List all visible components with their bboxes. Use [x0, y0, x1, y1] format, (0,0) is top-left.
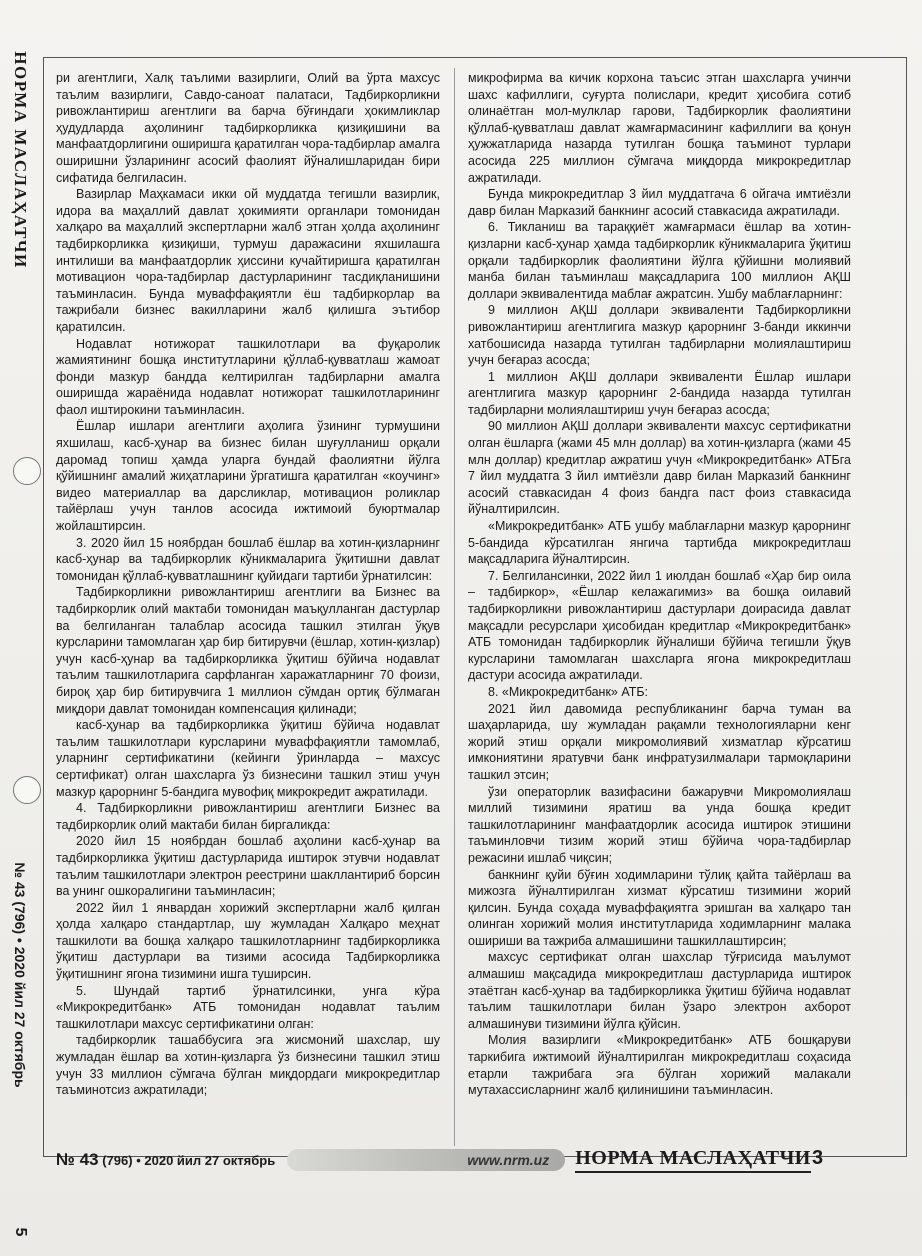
paragraph: 90 миллион АҚШ доллари эквиваленти махсус сертификатни олган ёшларга (жами 45 млн доллар) ва хотин-қизларга (жами 45 млн доллар) кредитлар ажратиш учун «Микрокредитбанк» АТБга 7 йил муддатга 3 йил имтиёзли давр билан Марказий банкнинг асосий ставкасидан 4 фоиз бандга паст фоиз ставкасида йўналтирилсин.	[468, 419, 851, 517]
paragraph: Нодавлат нотижорат ташкилотлари ва фуқаролик жамиятининг бошқа институтларини қўллаб-қувватлаш жамоат фонди мазкур бандда келтирилган тадбирларни амалга оширишда жараёнида нодавлат нотижорат ташкилотларининг фаол иштирокини таъминласин.	[56, 336, 440, 417]
paragraph: 3. 2020 йил 15 ноябрдан бошлаб ёшлар ва хотин-қизларнинг касб-ҳунар ва тадбиркорлик кўникмаларига ўқитишни давлат томонидан қўллаб-қувватлашнинг қуйидаги тартиби ўрнатилсин:	[56, 535, 440, 583]
footer-url-link[interactable]: www.nrm.uz	[467, 1152, 550, 1168]
paragraph: 9 миллион АҚШ доллари эквиваленти Тадбиркорликни ривожлантириш агентлигига мазкур қарорнинг 3-банди иккинчи хатбошисида назарда тутилган тадбирларни молиялаштириш учун беғараз асосда;	[468, 303, 851, 368]
footer-url-bar	[287, 1149, 565, 1171]
paragraph: ри агентлиги, Халқ таълими вазирлиги, Олий ва ўрта махсус таълим вазирлиги, Савдо-саноат палатаси, Тадбиркорликни ривожлантириш агентлиги ва барча бўғиндаги ҳокимликлар ҳудудларда аҳолининг тадбиркорликка қизиқишини ва манфаатдорлигини оширишга қаратилган чора-тадбирлар амалга оширишни ўзларининг асосий фаолият йўналишларидан бири сифатида белгиласин.	[56, 71, 440, 185]
paragraph: 2021 йил давомида республиканинг барча туман ва шаҳарларида, шу жумладан рақамли технологияларни кенг жорий этиш орқали микромолиявий хизматлар кўрсатиш имкониятини яратувчи банк инфратузилмалари тармоқларини ташкил этсин;	[468, 701, 851, 782]
paragraph: 7. Белгилансинки, 2022 йил 1 июлдан бошлаб «Ҳар бир оила – тадбиркор», «Ёшлар келажагимиз» ва бошқа оилавий тадбиркорликни ривожлантириш дастурлари доирасида давлат мақсадли ресурслари ҳисобидан кредитлар «Микрокредитбанк» АТБ томонидан тадбиркорлик йўналиши бўйича тегишли ўқув курсларини тамомлаган шахсларга ягона микрокредитлаш дастури асосида ажратилади.	[468, 568, 851, 683]
paragraph: 5. Шундай тартиб ўрнатилсинки, унга кўра «Микрокредитбанк» АТБ томонидан нодавлат таълим ташкилотлари махсус сертификатини олган:	[56, 983, 440, 1031]
side-margin	[0, 0, 40, 1256]
page-footer	[56, 1146, 836, 1174]
paragraph: махсус сертификат олган шахслар тўғрисида маълумот алмашиш мақсадида микрокредитлаш дастурларида иштирок этаётган касб-ҳунар ва тадбиркорликка ўқитиш бўйича нодавлат таълим ташкилотлари билан ўзаро электрон ахборот алмашинуви тизимини йўлга қўйсин.	[468, 950, 851, 1031]
left-column	[56, 70, 440, 1099]
footer-separator: •	[136, 1153, 141, 1168]
footer-date: 2020 йил 27 октябрь	[144, 1153, 276, 1168]
column-divider	[454, 68, 455, 1146]
footer-issue	[56, 1150, 275, 1170]
footer-brand: НОРМА МАСЛАҲАТЧИ	[575, 1147, 811, 1173]
paragraph: «Микрокредитбанк» АТБ ушбу маблағларни мазкур қарорнинг 5-бандида кўрсатилган янгича тартибда микрокредитлаш мақсадларига йўналтирсин.	[468, 519, 851, 567]
paragraph: Молия вазирлиги «Микрокредитбанк» АТБ бошқаруви таркибига ижтимоий йўналтирилган микрокредитлаш соҳасида етарли тажрибага эга бўлган хорижий малакали мутахассисларнинг жалб қилинишини таъминласин.	[468, 1033, 851, 1098]
paragraph: Тадбиркорликни ривожлантириш агентлиги ва Бизнес ва тадбиркорлик олий мактаби томонидан маъқулланган дастурлар ва белгиланган талаблар асосида ташкил этилган ўқув курсларини тамомлаган ҳар бир битирувчи (ёшлар, хотин-қизлар) учун касб-ҳунар ва тадбиркорликка ўқитиш бўйича нодавлат таълим ташкилотларига сарфланган харажатларнинг 70 фоизи, бироқ ҳар бир битирувчига 1 миллион сўмдан ортиқ бўлмаган миқдори давлат томонидан компенсация қилинади;	[56, 585, 440, 716]
punch-hole	[13, 776, 41, 804]
paragraph: Вазирлар Маҳкамаси икки ой муддатда тегишли вазирлик, идора ва маҳаллий давлат ҳокимияти органлари томонидан халқаро ва маҳаллий экспертларни жалб этган ҳолда аҳолининг тадбиркорликка қизиқиши, турмуш даражасини яхшилашга интилиши ва манфаатдорлик ҳиссини кучайтиришга қаратилган мотивацион чора-тадбирлар дастурларининг тасдиқланишини таъминласин. Бунда муваффақиятли ёш тадбиркорлар ва тажрибали бизнес вакилларини жалб қилишга эътибор қаратилсин.	[56, 187, 440, 334]
paragraph: касб-ҳунар ва тадбиркорликка ўқитиш бўйича нодавлат таълим ташкилотлари курсларини муваффақиятли тамомлаб, уларнинг сертификатини (кейинги ўринларда – махсус сертификат) олган шахсларга ўз бизнесини ташкил этиш учун мазкур қарорнинг 5-бандига мувофиқ микрокредит ажратилади.	[56, 718, 440, 799]
paragraph: 2022 йил 1 январдан хорижий экспертларни жалб қилган ҳолда халқаро стандартлар, шу жумладан Халқаро меҳнат ташкилоти ва бошқа халқаро ташкилотларнинг тадбиркорликка ўқитиш дастурлари ва тизими асосида Тадбиркорликка ўқитишнинг ягона тизимини ишга туширсин.	[56, 900, 440, 982]
side-issue-date: № 43 (796) • 2020 йил 27 октябрь	[12, 862, 28, 1088]
paragraph: Бунда микрокредитлар 3 йил муддатгача 6 ойгача имтиёзли давр билан Марказий банкнинг асосий ставкасида ажратилади.	[468, 187, 851, 218]
paragraph: 6. Тикланиш ва тараққиёт жамғармаси ёшлар ва хотин-қизларни касб-ҳунар ҳамда тадбиркорлик кўникмаларига ўқитиш орқали тадбиркорлик фаолиятини йўлга қўйишни молиявий манба билан таъминлаш мақсадларига 100 миллион АҚШ доллари эквивалентида маблағ ажратсин. Ушбу маблағларнинг:	[468, 220, 851, 301]
paragraph: 2020 йил 15 ноябрдан бошлаб аҳолини касб-ҳунар ва тадбиркорликка ўқитиш дастурларида иштирок этувчи нодавлат таълим ташкилотлари электрон реестрини шакллантириб борсин ва унинг ошкоралигини таъминласин;	[56, 834, 440, 899]
side-brand: НОРМА МАСЛАҲАТЧИ	[11, 51, 30, 269]
footer-page-number: 3	[812, 1147, 824, 1169]
footer-issue-number: № 43	[56, 1150, 99, 1169]
side-page-number: 5	[12, 1227, 29, 1237]
paragraph: тадбиркорлик ташаббусига эга жисмоний шахслар, шу жумладан ёшлар ва хотин-қизларга ўз бизнесини ташкил этиш учун 33 миллион сўмгача бўлган миқдордаги микрокредитлар таъминотсиз ажратилади;	[56, 1033, 440, 1098]
punch-hole	[13, 457, 41, 485]
footer-issue-total: (796)	[102, 1153, 133, 1168]
paragraph: 4. Тадбиркорликни ривожлантириш агентлиги Бизнес ва тадбиркорлик олий мактаби билан биргаликда:	[56, 801, 440, 832]
paragraph: 8. «Микрокредитбанк» АТБ:	[488, 684, 649, 699]
paragraph: микрофирма ва кичик корхона таъсис этган шахсларга учинчи шахс кафиллиги, суғурта полислари, кредит ҳисобига сотиб олинаётган мол-мулклар гарови, Тадбиркорлик фаолиятини қўллаб-қувватлаш давлат жамғармасининг кафиллиги ва қонун ҳужжатларида назарда тутилган бошқа таъминот турлари асосида 225 миллион сўмгача миқдорда микрокредитлар ажратилади.	[468, 71, 851, 185]
paragraph: 1 миллион АҚШ доллари эквиваленти Ёшлар ишлари агентлигига мазкур қарорнинг 2-бандида назарда тутилган тадбирларни молиялаштириш учун беғараз асосда;	[468, 369, 851, 417]
paragraph: ўзи операторлик вазифасини бажарувчи Микромолиялаш миллий тизимини яратиш ва унда бошқа кредит ташкилотларининг манфаатдорлик асосида иштирок этишини таъминловчи тизим жорий этиш бўйича чора-тадбирлар режасини ишлаб чиқсин;	[468, 784, 851, 865]
paragraph: Ёшлар ишлари агентлиги аҳолига ўзининг турмушини яхшилаш, касб-ҳунар ва бизнес билан шуғулланиш орқали даромад топиш ҳамда уларга бундай фаолиятни йўлга қўйишнинг амалий жиҳатларини ўргатишга қаратилган «коучинг» видео материаллар ва дарсликлар, мотивацион роликлар тайёрлаш учун танлов асосида ижтимоий буюртмалар жойлаштирсин.	[56, 419, 440, 534]
right-column	[468, 70, 851, 1099]
paragraph: банкнинг қуйи бўғин ходимларини тўлиқ қайта тайёрлаш ва мижозга йўналтирилган хизмат кўрсатиш тизимини жорий қилсин. Бунда соҳада муваффақиятга эришган ва халқаро тан олинган хорижий молия институтларида ходимларнинг малака ошириши ва тажриба алмашишини ташкиллаштирсин;	[468, 867, 851, 948]
